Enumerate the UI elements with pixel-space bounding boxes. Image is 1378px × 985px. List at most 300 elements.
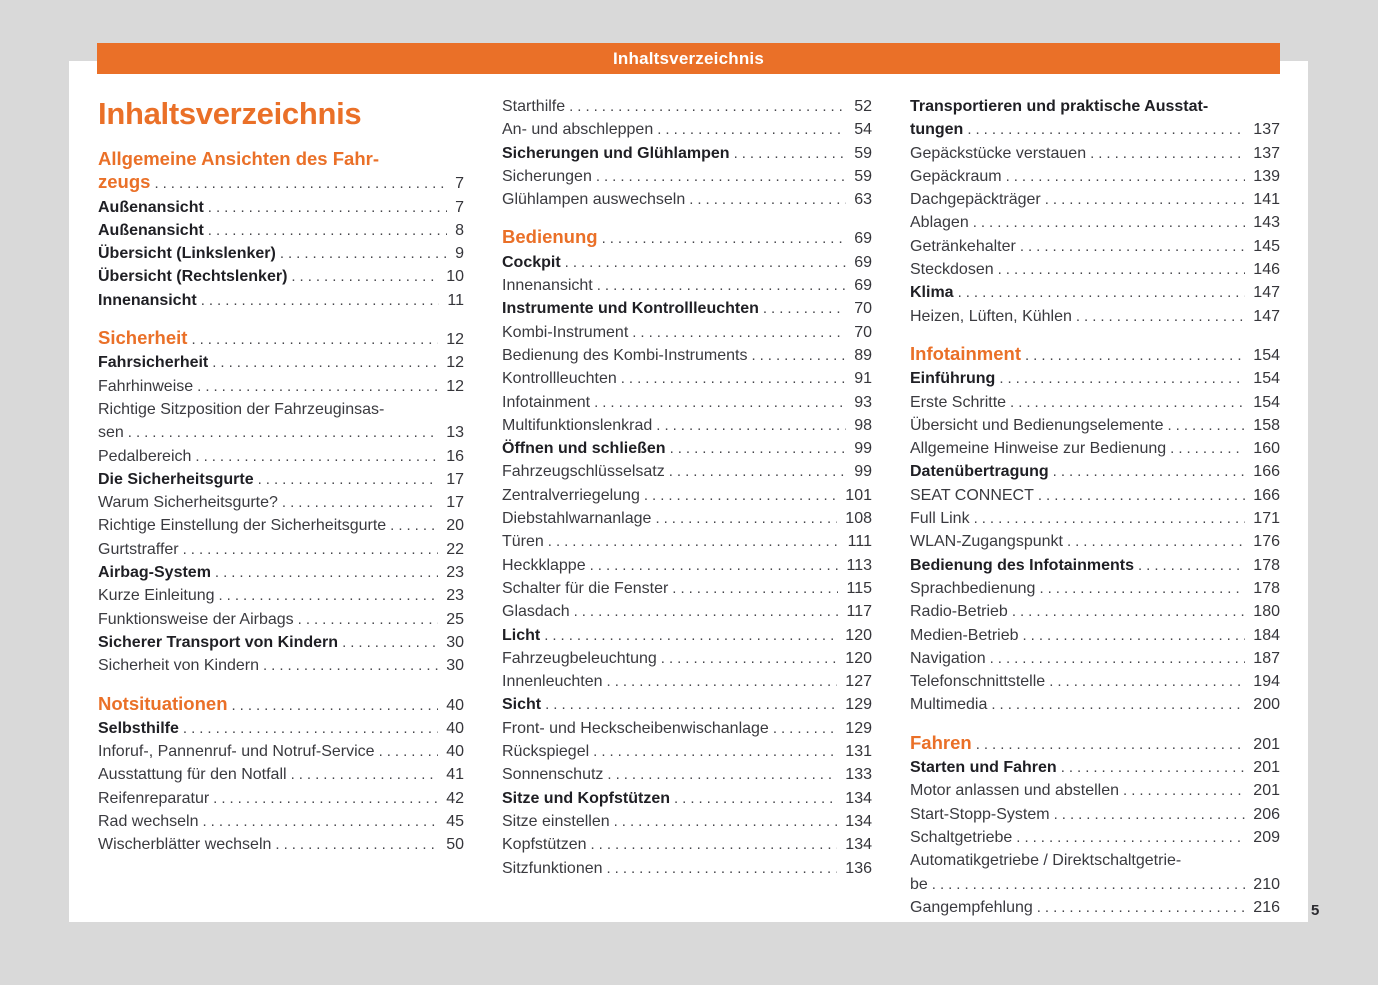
dot-leader — [232, 694, 439, 717]
entry-label: Allgemeine Ansichten des Fahr- — [98, 148, 379, 169]
entry-label: Inforuf-, Pannenruf- und Notruf-Service — [98, 743, 375, 761]
entry-page: 158 — [1253, 416, 1280, 434]
toc-entry — [502, 460, 872, 483]
dot-leader — [763, 297, 846, 320]
entry-label: Getränkehalter — [910, 237, 1016, 255]
toc-entry — [502, 554, 872, 577]
toc-entry — [502, 391, 872, 414]
dot-leader — [590, 554, 839, 577]
toc-entry — [502, 600, 872, 623]
toc-entry — [910, 670, 1280, 693]
entry-page: 52 — [854, 98, 872, 115]
dot-leader — [632, 321, 846, 344]
dot-leader — [1090, 142, 1245, 165]
entry-label: Sprachbedienung — [910, 579, 1036, 597]
toc-entry — [98, 375, 464, 398]
manual-page — [69, 49, 1308, 922]
entry-page: 137 — [1253, 121, 1280, 139]
entry-page: 206 — [1253, 805, 1280, 823]
toc-entry — [98, 608, 464, 631]
dot-leader — [544, 624, 837, 647]
entry-page: 209 — [1253, 828, 1280, 846]
page-number: 5 — [1311, 902, 1320, 919]
toc-entry — [98, 147, 464, 170]
dot-leader — [219, 584, 439, 607]
entry-page: 166 — [1253, 486, 1280, 504]
entry-page: 154 — [1253, 393, 1280, 411]
toc-entry — [910, 803, 1280, 826]
entry-page: 145 — [1253, 237, 1280, 255]
entry-page: 93 — [854, 393, 872, 411]
entry-page: 12 — [446, 331, 464, 349]
entry-label: sen — [98, 424, 124, 442]
entry-page: 146 — [1253, 261, 1280, 279]
entry-label: Türen — [502, 533, 544, 551]
dot-leader — [773, 717, 837, 740]
dot-leader — [1076, 305, 1245, 328]
entry-page: 7 — [455, 198, 464, 216]
entry-label: Medien-Betrieb — [910, 626, 1019, 644]
dot-leader — [594, 391, 846, 414]
entry-page: 45 — [446, 813, 464, 831]
dot-leader — [958, 281, 1246, 304]
toc-entry — [502, 437, 872, 460]
dot-leader — [967, 118, 1245, 141]
dot-leader — [661, 647, 838, 670]
entry-page: 59 — [854, 167, 872, 185]
entry-page: 22 — [446, 540, 464, 558]
toc-entry — [98, 170, 464, 195]
entry-label: Licht — [502, 626, 541, 644]
entry-page: 113 — [846, 556, 872, 574]
entry-page: 210 — [1253, 875, 1280, 893]
entry-page: 154 — [1253, 370, 1280, 388]
dot-leader — [607, 670, 838, 693]
dot-leader — [1010, 391, 1245, 414]
toc-entry — [910, 849, 1280, 872]
toc-entry — [98, 631, 464, 654]
entry-label: Start-Stopp-System — [910, 805, 1050, 823]
dot-leader — [670, 437, 847, 460]
entry-label: Sicherungen und Glühlampen — [502, 144, 730, 162]
entry-page: 30 — [446, 633, 464, 651]
dot-leader — [1025, 344, 1245, 367]
entry-label: SEAT CONNECT — [910, 486, 1034, 504]
entry-label: Starten und Fahren — [910, 759, 1057, 777]
dot-leader — [275, 833, 438, 856]
toc-entry — [502, 670, 872, 693]
dot-leader — [1016, 826, 1245, 849]
entry-page: 12 — [446, 377, 464, 395]
entry-label: Reifenreparatur — [98, 789, 210, 807]
toc-entry — [502, 165, 872, 188]
dot-leader — [973, 211, 1246, 234]
dot-leader — [1038, 484, 1245, 507]
entry-page: 147 — [1253, 307, 1280, 325]
entry-label: Sicherungen — [502, 167, 592, 185]
entry-label: Airbag-System — [98, 564, 211, 582]
entry-page: 129 — [845, 696, 872, 714]
entry-label: Notsituationen — [98, 692, 228, 714]
toc-entry — [502, 577, 872, 600]
entry-label: Wischerblätter wechseln — [98, 836, 272, 854]
entry-page: 99 — [854, 440, 872, 458]
entry-label: Steckdosen — [910, 261, 994, 279]
entry-page: 147 — [1253, 284, 1280, 302]
dot-leader — [614, 810, 838, 833]
toc-entry — [98, 763, 464, 786]
entry-label: Die Sicherheitsgurte — [98, 470, 254, 488]
dot-leader — [998, 258, 1246, 281]
entry-page: 54 — [854, 121, 872, 139]
dot-leader — [183, 717, 438, 740]
entry-label: Bedienung des Infotainments — [910, 556, 1135, 574]
entry-label: Heizen, Lüften, Kühlen — [910, 307, 1072, 325]
entry-label: Allgemeine Hinweise zur Bedienung — [910, 440, 1167, 458]
dot-leader — [197, 375, 438, 398]
dot-leader — [751, 344, 846, 367]
dot-leader — [291, 763, 439, 786]
toc-entry — [910, 211, 1280, 234]
entry-label: zeugs — [98, 171, 151, 193]
entry-label: Selbsthilfe — [98, 719, 179, 737]
dot-leader — [215, 561, 438, 584]
entry-label: Gangempfehlung — [910, 898, 1033, 916]
dot-leader — [1123, 779, 1245, 802]
dot-leader — [1053, 460, 1246, 483]
dot-leader — [258, 468, 439, 491]
entry-page: 200 — [1253, 696, 1280, 714]
toc-entry — [502, 857, 872, 880]
entry-label: Fahrzeugbeleuchtung — [502, 649, 657, 667]
entry-page: 176 — [1253, 533, 1280, 551]
entry-page: 99 — [854, 463, 872, 481]
entry-page: 25 — [446, 610, 464, 628]
entry-label: Funktionsweise der Airbags — [98, 610, 294, 628]
entry-label: Rückspiegel — [502, 743, 590, 761]
entry-label: Transportieren und praktische Ausstat- — [910, 98, 1209, 115]
entry-page: 120 — [845, 649, 872, 667]
entry-page: 8 — [455, 221, 464, 239]
toc-entry — [502, 95, 872, 118]
toc-entry — [910, 142, 1280, 165]
entry-label: Warum Sicherheitsgurte? — [98, 494, 278, 512]
entry-label: Fahrhinweise — [98, 377, 194, 395]
entry-label: Sitzfunktionen — [502, 859, 603, 877]
toc-entry — [910, 530, 1280, 553]
dot-leader — [282, 491, 438, 514]
toc-entry — [502, 118, 872, 141]
toc-entry — [98, 584, 464, 607]
dot-leader — [607, 763, 837, 786]
dot-leader — [201, 289, 440, 312]
entry-label: WLAN-Zugangspunkt — [910, 533, 1063, 551]
entry-page: 9 — [455, 245, 464, 263]
entry-label: Kopfstützen — [502, 836, 587, 854]
entry-label: Pedalbereich — [98, 447, 192, 465]
entry-page: 12 — [446, 354, 464, 372]
entry-label: Instrumente und Kontrollleuchten — [502, 300, 759, 318]
toc-entry — [502, 624, 872, 647]
dot-leader — [1023, 624, 1246, 647]
toc-entry — [98, 326, 464, 351]
toc-entry — [910, 554, 1280, 577]
entry-label: Fahrzeugschlüsselsatz — [502, 463, 665, 481]
entry-page: 63 — [854, 191, 872, 209]
dot-leader — [128, 421, 438, 444]
toc-entry — [502, 367, 872, 390]
entry-page: 115 — [846, 579, 872, 597]
toc-entry — [502, 321, 872, 344]
dot-leader — [1037, 896, 1246, 919]
toc-entry — [502, 647, 872, 670]
entry-page: 41 — [446, 766, 464, 784]
entry-page: 133 — [845, 766, 872, 784]
entry-label: Front- und Heckscheibenwischanlage — [502, 719, 769, 737]
entry-label: Richtige Einstellung der Sicherheitsgurte — [98, 517, 387, 535]
entry-page: 50 — [446, 836, 464, 854]
entry-label: Innenansicht — [502, 277, 593, 295]
entry-page: 139 — [1253, 167, 1280, 185]
toc-entry — [502, 693, 872, 716]
entry-label: Kombi-Instrument — [502, 323, 629, 341]
entry-label: Klima — [910, 284, 954, 302]
entry-page: 160 — [1253, 440, 1280, 458]
toc-entry — [502, 833, 872, 856]
entry-page: 69 — [854, 253, 872, 271]
dot-leader — [597, 274, 846, 297]
entry-label: Außenansicht — [98, 221, 204, 239]
entry-label: Kurze Einleitung — [98, 587, 215, 605]
toc-entry — [910, 600, 1280, 623]
entry-label: Radio-Betrieb — [910, 603, 1008, 621]
entry-label: Glühlampen auswechseln — [502, 191, 686, 209]
toc-entry — [910, 391, 1280, 414]
entry-page: 59 — [854, 144, 872, 162]
toc-entry — [910, 779, 1280, 802]
dot-leader — [593, 740, 837, 763]
entry-page: 111 — [847, 533, 872, 551]
toc — [98, 95, 1280, 919]
entry-page: 23 — [446, 564, 464, 582]
dot-leader — [208, 196, 447, 219]
dot-leader — [390, 514, 438, 537]
entry-label: Automatikgetriebe / Direktschaltgetrie- — [910, 852, 1182, 870]
dot-leader — [932, 873, 1246, 896]
toc-entry — [502, 414, 872, 437]
dot-leader — [569, 95, 846, 118]
toc-entry — [98, 833, 464, 856]
toc-entry — [910, 95, 1280, 118]
entry-page: 17 — [446, 494, 464, 512]
toc-column-right — [910, 95, 1280, 919]
entry-page: 91 — [854, 370, 872, 388]
toc-entry — [502, 274, 872, 297]
toc-entry — [910, 647, 1280, 670]
dot-leader — [1061, 756, 1246, 779]
dot-leader — [596, 165, 846, 188]
toc-entry — [98, 398, 464, 421]
dot-leader — [1138, 554, 1245, 577]
dot-leader — [1168, 414, 1246, 437]
entry-page: 40 — [446, 719, 464, 737]
entry-label: Sicherheit — [98, 327, 188, 349]
entry-label: Navigation — [910, 649, 986, 667]
entry-label: Datenübertragung — [910, 463, 1049, 481]
dot-leader — [212, 351, 438, 374]
toc-entry — [910, 281, 1280, 304]
dot-leader — [1054, 803, 1246, 826]
entry-label: Sicherheit von Kindern — [98, 657, 259, 675]
entry-label: Schalter für die Fenster — [502, 579, 669, 597]
entry-label: Gurtstraffer — [98, 540, 179, 558]
toc-entry — [910, 624, 1280, 647]
entry-label: Außenansicht — [98, 198, 204, 216]
dot-leader — [1006, 165, 1246, 188]
entry-page: 131 — [845, 743, 872, 761]
entry-page: 127 — [845, 673, 872, 691]
entry-label: Motor anlassen und abstellen — [910, 782, 1120, 800]
toc-entry — [98, 654, 464, 677]
toc-entry — [910, 342, 1280, 367]
dot-leader — [672, 577, 838, 600]
dot-leader — [674, 787, 837, 810]
toc-entry — [502, 530, 872, 553]
entry-page: 20 — [446, 517, 464, 535]
dot-leader — [607, 857, 838, 880]
dot-leader — [1049, 670, 1245, 693]
toc-entry — [98, 810, 464, 833]
entry-label: Multifunktionslenkrad — [502, 416, 653, 434]
dot-leader — [1170, 437, 1245, 460]
entry-label: be — [910, 875, 928, 893]
entry-page: 11 — [447, 291, 464, 309]
dot-leader — [991, 693, 1245, 716]
entry-page: 184 — [1253, 626, 1280, 644]
entry-label: Sicherer Transport von Kindern — [98, 633, 339, 651]
toc-entry — [502, 484, 872, 507]
entry-label: Heckklappe — [502, 556, 586, 574]
entry-label: Schaltgetriebe — [910, 828, 1013, 846]
dot-leader — [565, 251, 847, 274]
toc-entry — [502, 344, 872, 367]
entry-page: 16 — [446, 447, 464, 465]
entry-label: Kontrollleuchten — [502, 370, 617, 388]
entry-label: Ablagen — [910, 214, 969, 232]
dot-leader — [602, 227, 847, 250]
entry-page: 201 — [1253, 735, 1280, 753]
dot-leader — [689, 188, 846, 211]
dot-leader — [734, 142, 847, 165]
entry-page: 7 — [455, 175, 464, 193]
dot-leader — [999, 367, 1245, 390]
toc-entry — [98, 289, 464, 312]
entry-page: 98 — [854, 416, 872, 434]
entry-page: 108 — [845, 510, 872, 528]
entry-label: Erste Schritte — [910, 393, 1007, 411]
dot-leader — [591, 833, 838, 856]
dot-leader — [191, 328, 438, 351]
entry-page: 69 — [854, 230, 872, 248]
dot-leader — [1012, 600, 1245, 623]
entry-label: Sicht — [502, 696, 542, 714]
toc-entry — [910, 414, 1280, 437]
toc-entry — [910, 873, 1280, 896]
toc-entry — [502, 763, 872, 786]
entry-label: An- und abschleppen — [502, 121, 654, 139]
toc-entry — [98, 196, 464, 219]
toc-entry — [910, 731, 1280, 756]
toc-entry — [910, 165, 1280, 188]
toc-entry — [98, 421, 464, 444]
toc-entry — [910, 484, 1280, 507]
entry-label: Infotainment — [502, 393, 591, 411]
entry-page: 42 — [446, 789, 464, 807]
entry-page: 40 — [446, 743, 464, 761]
entry-label: Multimedia — [910, 696, 988, 714]
dot-leader — [291, 265, 438, 288]
toc-entry — [502, 225, 872, 250]
entry-page: 70 — [854, 300, 872, 318]
entry-label: Infotainment — [910, 342, 1021, 364]
entry-page: 137 — [1253, 144, 1280, 162]
dot-leader — [621, 367, 846, 390]
toc-entry — [98, 242, 464, 265]
entry-page: 166 — [1253, 463, 1280, 481]
dot-leader — [263, 654, 438, 677]
header-banner-text: Inhaltsverzeichnis — [613, 49, 764, 68]
toc-entry — [910, 896, 1280, 919]
page-title: Inhaltsverzeichnis — [98, 96, 362, 131]
toc-entry — [910, 367, 1280, 390]
entry-page: 141 — [1253, 191, 1280, 209]
dot-leader — [548, 530, 840, 553]
dot-leader — [657, 118, 846, 141]
toc-entry — [910, 118, 1280, 141]
entry-label: Innenansicht — [98, 291, 197, 309]
dot-leader — [545, 693, 837, 716]
entry-page: 117 — [846, 603, 872, 621]
entry-label: Gepäckraum — [910, 167, 1002, 185]
dot-leader — [208, 219, 447, 242]
entry-page: 30 — [446, 657, 464, 675]
entry-page: 194 — [1253, 673, 1280, 691]
entry-page: 180 — [1253, 603, 1280, 621]
entry-label: Sonnenschutz — [502, 766, 604, 784]
toc-entry — [910, 188, 1280, 211]
entry-page: 129 — [845, 719, 872, 737]
toc-entry — [98, 491, 464, 514]
dot-leader — [280, 242, 447, 265]
toc-entry — [910, 305, 1280, 328]
entry-label: Zentralverriegelung — [502, 486, 640, 504]
dot-leader — [656, 414, 846, 437]
toc-entry — [98, 692, 464, 717]
toc-entry — [502, 717, 872, 740]
dot-leader — [976, 733, 1246, 756]
entry-page: 136 — [845, 859, 872, 877]
toc-entry — [98, 561, 464, 584]
entry-page: 154 — [1253, 346, 1280, 364]
toc-entry — [910, 235, 1280, 258]
dot-leader — [195, 445, 438, 468]
entry-label: Sitze einstellen — [502, 812, 610, 830]
toc-entry — [502, 142, 872, 165]
entry-label: Cockpit — [502, 253, 561, 271]
entry-label: Diebstahlwarnanlage — [502, 510, 652, 528]
dot-leader — [183, 538, 439, 561]
entry-label: Einführung — [910, 370, 996, 388]
